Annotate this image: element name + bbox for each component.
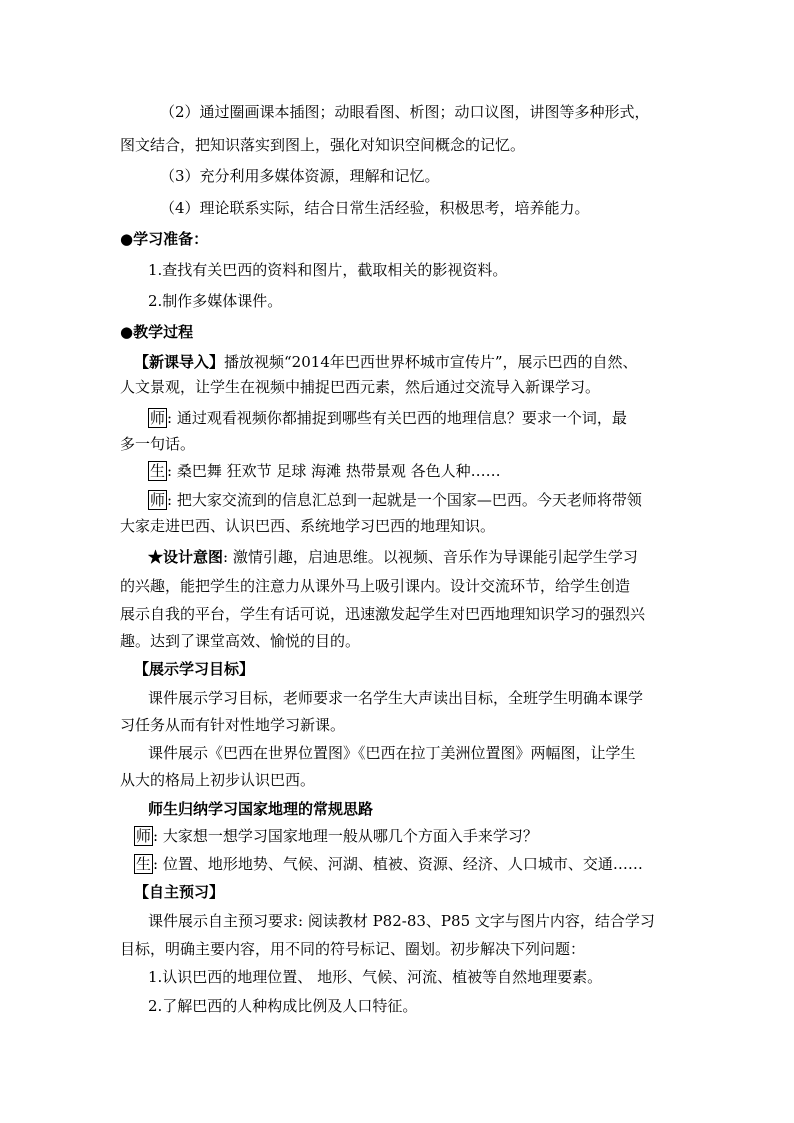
student-tag: 生	[150, 462, 166, 480]
intro-line-2: 人文景观，让学生在视频中捕捉巴西元素，然后通过交流导入新课学习。	[120, 378, 601, 396]
preview-item-1: 1.认识巴西的地理位置、 地形、气候、河流、植被等自然地理要素。	[148, 968, 603, 986]
design-intent-line-3: 展示自我的平台，学生有话可说，迅速激发起学生对巴西地理知识学习的强烈兴	[120, 605, 646, 623]
maps-line-1: 课件展示《巴西在世界位置图》《巴西在拉丁美洲位置图》两幅图，让学生	[148, 744, 636, 762]
teacher-question-2	[134, 826, 538, 846]
design-intent-line-2: 的兴趣，能把学生的注意力从课外马上吸引课内。设计交流环节，给学生创造	[120, 577, 631, 595]
method-2-line-2: 图文结合，把知识落实到图上，强化对知识空间概念的记忆。	[120, 136, 526, 154]
preview-line-2: 目标，明确主要内容，用不同的符号标记、圈划。初步解决下列问题：	[120, 940, 586, 958]
student-answer-1-text: : 桑巴舞 狂欢节 足球 海滩 热带景观 各色人种……	[167, 462, 501, 480]
method-4: （4）理论联系实际，结合日常生活经验，积极思考，培养能力。	[160, 199, 590, 217]
method-3: （3）充分利用多媒体资源，理解和记忆。	[160, 167, 440, 185]
prep-item-2: 2.制作多媒体课件。	[148, 292, 283, 310]
teacher-tag: 师	[150, 491, 166, 509]
teacher-question-1-line-2: 多一句话。	[120, 435, 196, 453]
process-heading: ●教学过程	[120, 323, 194, 341]
teacher-question-2-text: : 大家想一想学习国家地理一般从哪几个方面入手来学习？	[153, 827, 538, 845]
intro-text-1: 播放视频“2014年巴西世界杯城市宣传片”，展示巴西的自然、	[224, 353, 638, 371]
prep-item-1: 1.查找有关巴西的资料和图片，截取相关的影视资料。	[148, 261, 508, 279]
teacher-question-1-text: : 通过观看视频你都捕捉到哪些有关巴西的地理信息？要求一个词，最	[167, 409, 627, 427]
teacher-statement-2	[148, 490, 642, 510]
maps-line-2: 从大的格局上初步认识巴西。	[120, 771, 316, 789]
preview-item-2: 2.了解巴西的人种构成比例及人口特征。	[148, 997, 418, 1015]
summary-heading: 师生归纳学习国家地理的常规思路	[148, 800, 374, 818]
preview-heading: 【自主预习】	[134, 883, 225, 901]
design-intent-line-1	[148, 547, 638, 567]
prep-heading: ●学习准备：	[120, 230, 209, 248]
goals-line-2: 习任务从而有针对性地学习新课。	[120, 716, 346, 734]
teacher-statement-2-line-2: 大家走进巴西、认识巴西、系统地学习巴西的地理知识。	[120, 517, 496, 535]
student-tag: 生	[136, 855, 152, 873]
design-intent-text-1: : 激情引趣，启迪思维。以视频、音乐作为导课能引起学生学习	[223, 548, 638, 566]
student-answer-1	[148, 461, 501, 481]
teacher-tag: 师	[136, 827, 152, 845]
design-intent-line-4: 趣。达到了课堂高效、愉悦的目的。	[120, 632, 361, 650]
goals-heading: 【展示学习目标】	[134, 660, 255, 678]
teacher-tag: 师	[150, 409, 166, 427]
intro-label: 【新课导入】	[134, 353, 225, 371]
student-answer-2-text: : 位置、地形地势、气候、河湖、植被、资源、经济、人口城市、交通……	[153, 855, 643, 873]
method-2-line-1: （2）通过圈画课本插图；动眼看图、析图；动口议图，讲图等多种形式，	[160, 103, 650, 121]
teacher-statement-2-text: : 把大家交流到的信息汇总到一起就是一个国家—巴西。今天老师将带领	[167, 491, 642, 509]
intro-line-1	[134, 352, 638, 372]
teacher-question-1	[148, 408, 627, 428]
design-intent-label: ★设计意图	[148, 548, 224, 566]
preview-line-1: 课件展示自主预习要求: 阅读教材 P82-83、P85 文字与图片内容，结合学习	[148, 912, 655, 930]
goals-line-1: 课件展示学习目标，老师要求一名学生大声读出目标，全班学生明确本课学	[148, 689, 644, 707]
student-answer-2	[134, 854, 643, 874]
